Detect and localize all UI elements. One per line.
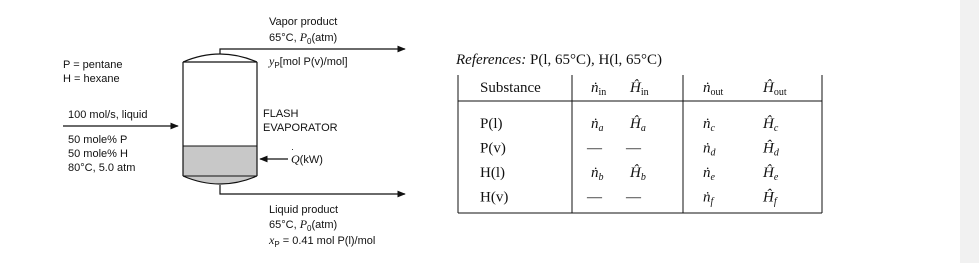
feed-rate: 100 mol/s, liquid — [68, 109, 148, 121]
liquid-composition: $x_P = 0.41$ mol P(l)/mol — [269, 233, 376, 249]
feed-conditions: 80°C, 5.0 atm — [68, 162, 136, 174]
table-header-row — [591, 79, 787, 98]
cell-nin: — — [587, 189, 602, 206]
liquid-level — [183, 146, 257, 176]
cell-hin: $Ĥ_a$ — [630, 116, 646, 134]
row-substance: P(v) — [480, 140, 506, 157]
vapor-title: Vapor product — [269, 16, 338, 28]
table-header-substance: Substance — [480, 80, 541, 96]
header-h-in: $Ĥ_{in}$ — [630, 80, 649, 98]
vapor-composition: $y_P[mol$ P(v)/mol] — [269, 54, 348, 70]
cell-nout: ṅ$_f$ — [703, 189, 714, 208]
vapor-outlet-arrow — [220, 49, 405, 54]
cell-hout: $Ĥ_f$ — [763, 189, 777, 208]
table-row — [480, 140, 780, 159]
heat-label: Q(kW) — [291, 152, 323, 166]
liquid-outlet-arrow — [220, 185, 405, 194]
flash-vessel — [183, 54, 257, 184]
feed-pentane: 50 mole% P — [68, 134, 128, 146]
table-body — [480, 115, 780, 208]
cell-nout: ṅ$_c$ — [703, 116, 715, 134]
row-substance: H(l) — [480, 165, 505, 181]
cell-nin: ṅ$_a$ — [591, 116, 604, 134]
legend-hexane: H = hexane — [63, 73, 120, 85]
cell-hin: — — [626, 189, 641, 206]
liquid-conditions: 65°C, $P_0(atm)$ — [269, 217, 338, 233]
legend-pentane: P = pentane — [63, 59, 123, 71]
feed-hexane: 50 mole% H — [68, 148, 128, 160]
cell-hin: $Ĥ_b$ — [630, 165, 646, 183]
heat-dot: · — [291, 144, 294, 154]
cell-nout: ṅ$_e$ — [703, 165, 715, 183]
cell-hout: $Ĥ_c$ — [763, 116, 779, 134]
cell-hout: $Ĥ_d$ — [763, 140, 779, 159]
vessel-label-evaporator: EVAPORATOR — [263, 122, 338, 134]
cell-nin: — — [587, 140, 602, 157]
header-n-in: ṅ$_{in}$ — [591, 80, 607, 98]
vertical-scrollbar[interactable] — [960, 0, 979, 263]
vapor-conditions: 65°C, $P_0(atm)$ — [269, 30, 338, 46]
vessel-label-flash: FLASH — [263, 108, 299, 120]
cell-hin: — — [626, 140, 641, 157]
header-h-out: $Ĥ_{out}$ — [763, 80, 787, 98]
table-row — [480, 189, 778, 208]
cell-nin: ṅ$_b$ — [591, 165, 604, 183]
table-row — [480, 115, 779, 134]
references-line: References: P(l, 65°C), H(l, 65°C) — [456, 52, 662, 68]
cell-hout: $Ĥ_e$ — [763, 165, 779, 183]
cell-nout: ṅ$_d$ — [703, 140, 716, 159]
table-row — [480, 164, 779, 183]
liquid-title: Liquid product — [269, 204, 339, 216]
header-n-out: ṅ$_{out}$ — [703, 80, 724, 98]
row-substance: P(l) — [480, 116, 503, 132]
row-substance: H(v) — [480, 189, 509, 206]
